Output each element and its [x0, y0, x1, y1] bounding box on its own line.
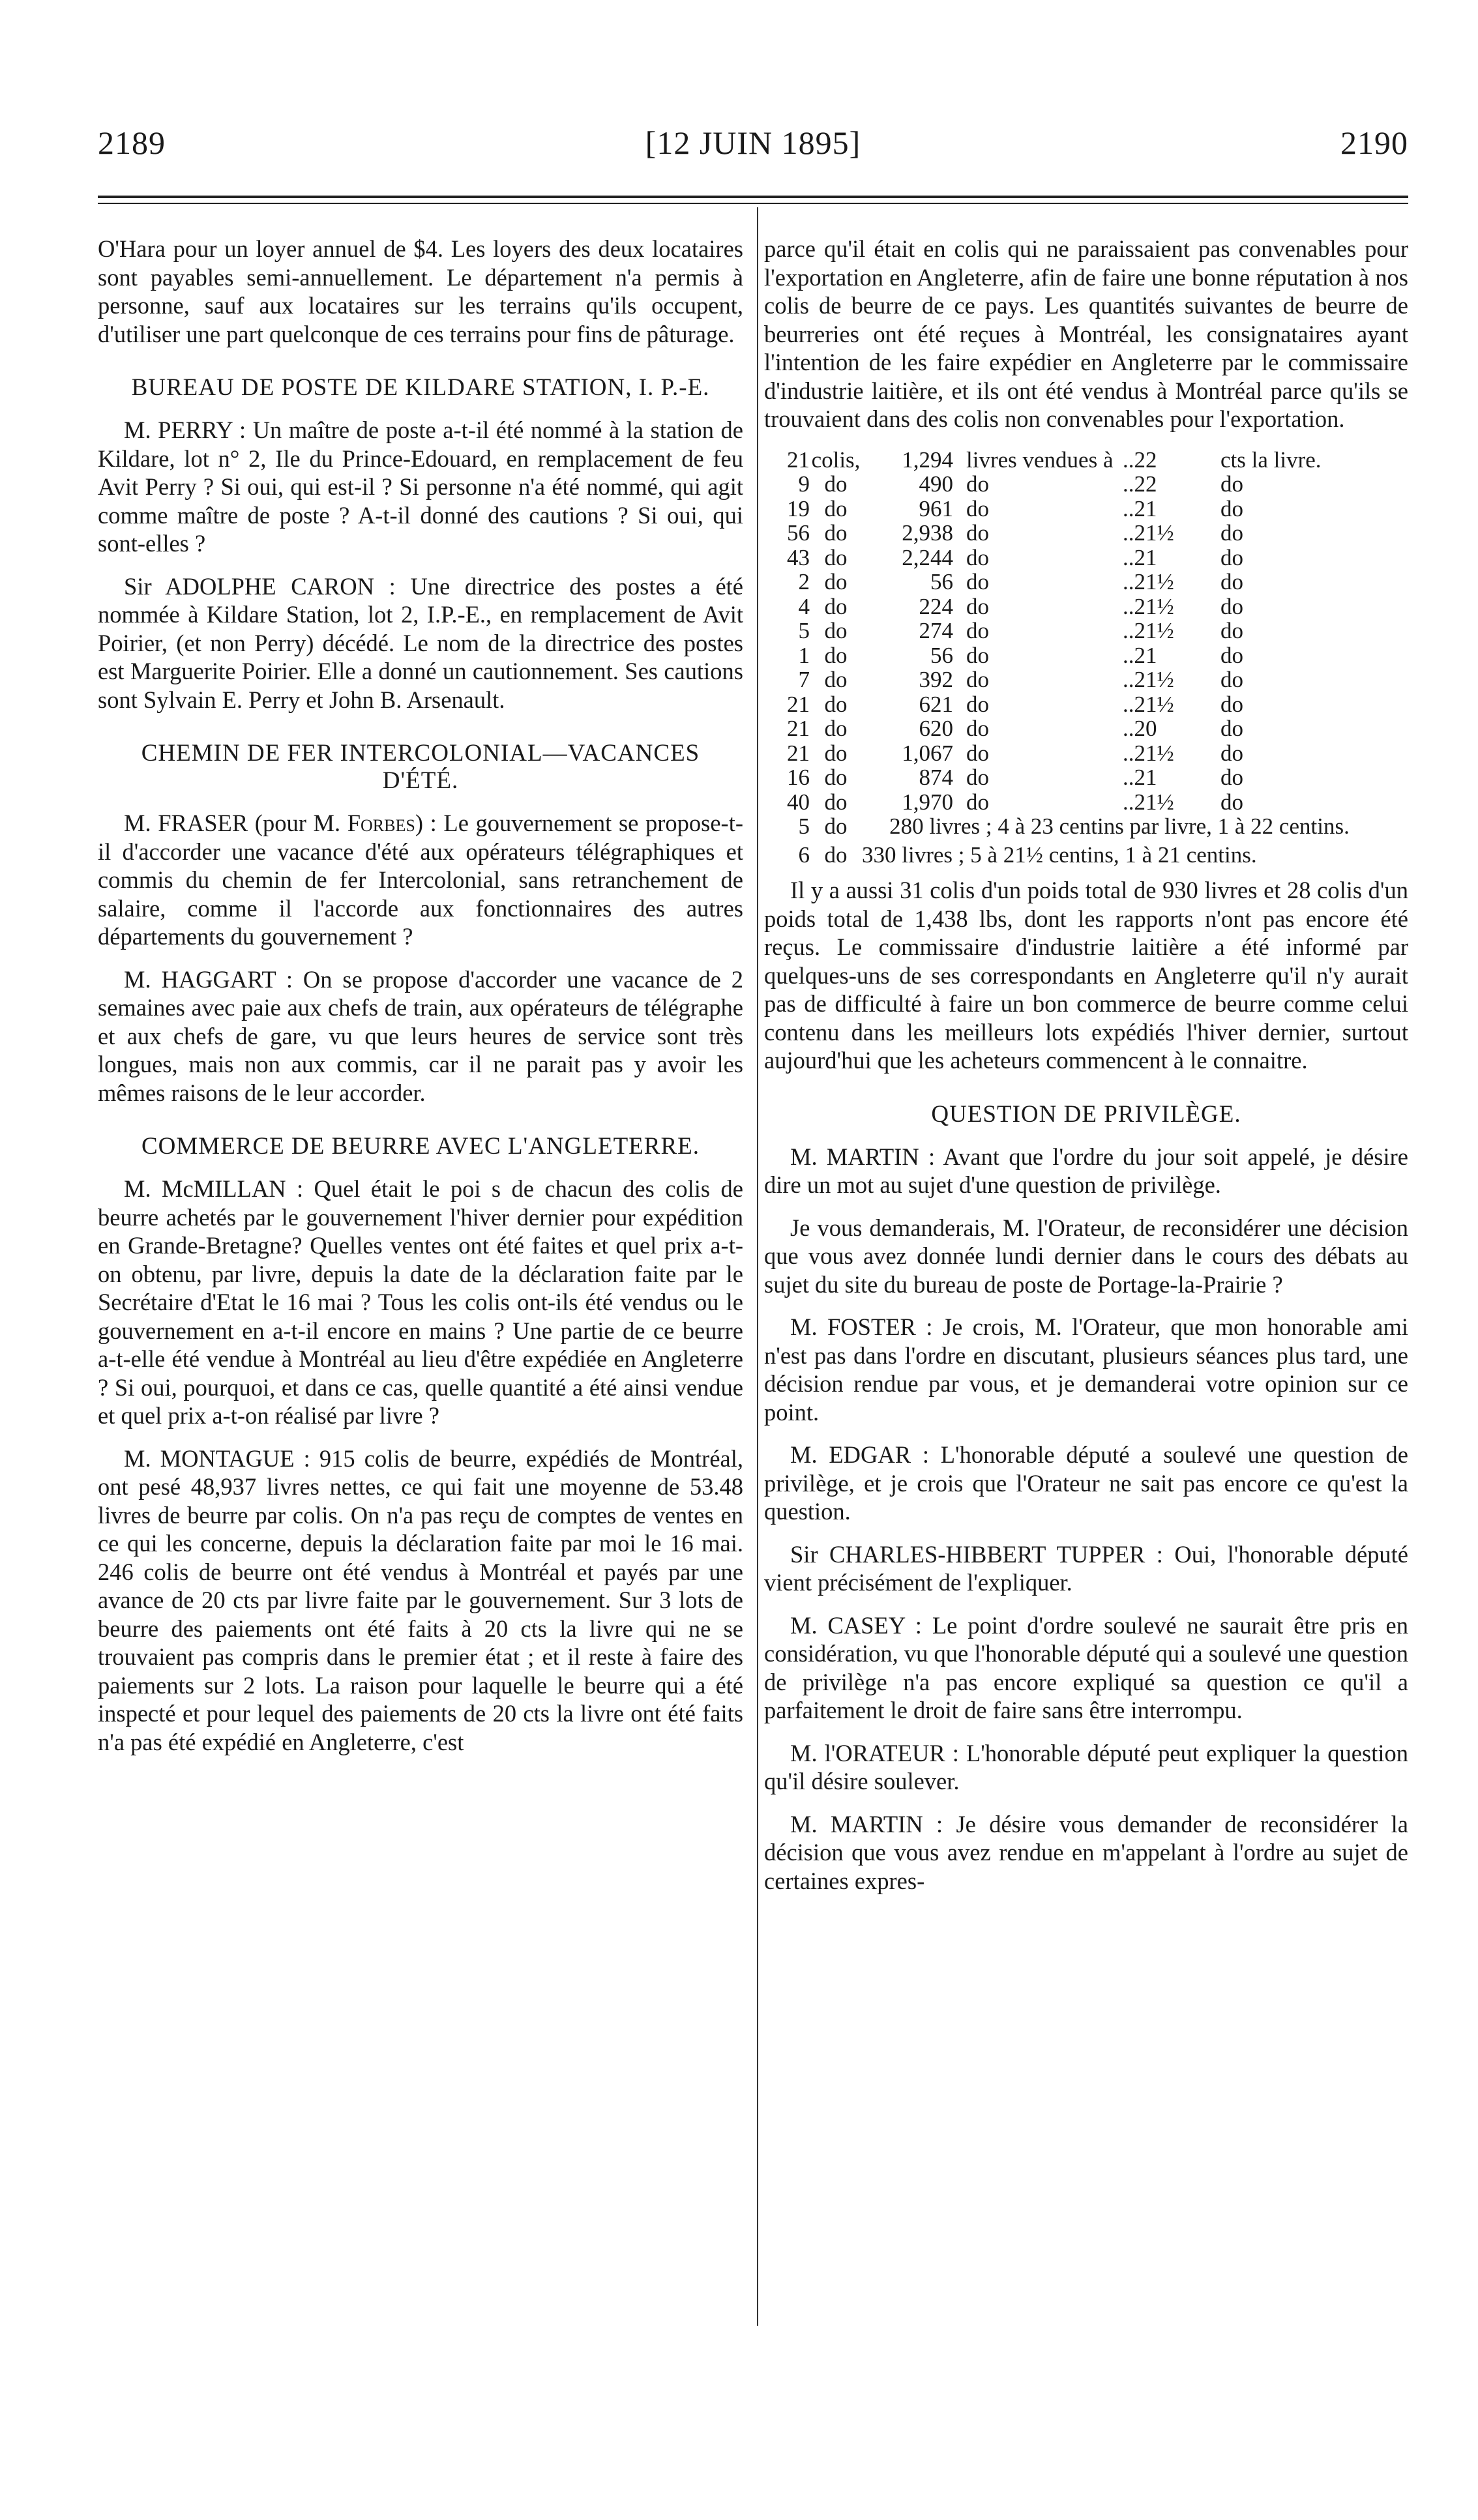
- paragraph: O'Hara pour un loyer annuel de $4. Les loyers des deux locataires sont payables semi-annuellement. Le département n'a permis à personne, sauf aux locataires sur les terrains qu'ils occupent, d'utiliser une part quelconque de ces terrains pour fins de pâturage.: [98, 235, 743, 347]
- paragraph-caron: Sir ADOLPHE CARON : Une directrice des postes a été nommée à Kildare Station, lot 2, I.P.-E., en remplacement de Avit Poirier, (et non Perry) décédé. Le nom de la directrice des postes est Marguerite Poirier. Elle a donné un cautionnement. Ses cautions sont Sylvain E. Perry et John B. Arsenault.: [98, 572, 743, 713]
- paragraph-fraser: [98, 809, 743, 951]
- paragraph-martin: M. MARTIN : Avant que l'ordre du jour soit appelé, je désire dire un mot au sujet d'une question de privilège.: [764, 1143, 1408, 1198]
- table-row: 5 do 274 do ..21½ do: [798, 618, 1243, 643]
- butter-sales-table: [777, 448, 1397, 868]
- table-row: 1 do 56 do ..21 do: [798, 642, 1243, 668]
- table-row: 4 do 224 do ..21½ do: [798, 593, 1243, 619]
- question-fraser: ) : Le gouvernement se propose-t-il d'accorder une vacance d'été aux opérateurs télégraphiques et commis du chemin de fer Intercolonial, sans retranchement de salaire, comme il l'accorde aux fonctionnaires des autres départements du gouvernement ?: [98, 810, 743, 950]
- table-row: 2 do 56 do ..21½ do: [798, 569, 1243, 594]
- paragraph-continued: parce qu'il était en colis qui ne paraissaient pas convenables pour l'exportation en Angleterre, afin de faire une bonne réputation à nos colis de beurre de ce pays. Les quantités suivantes de beurre de beurreries ont été reçues à Montréal, les consignataires ayant l'intention de les faire expédier en Angleterre par le commissaire d'industrie laitière, et ils ont été vendus à Montréal parce qu'ils se trouvaient dans des colis non convenables pour l'exportation.: [764, 235, 1408, 432]
- page-number-left: 2189: [98, 125, 166, 161]
- table-row: 6 do 330 livres ; 5 à 21½ centins, 1 à 21 centins.: [798, 842, 1257, 868]
- column-divider: [757, 207, 758, 2326]
- paragraph-perry: M. PERRY : Un maître de poste a-t-il été nommé à la station de Kildare, lot n° 2, Ile du Prince-Edouard, en remplacement de feu Avit Perry ? Si oui, qui est-il ? Si personne n'a été nommé, qui agit comme maître de poste ? A-t-il donné des cautions ? Si oui, qui sont-elles ?: [98, 417, 743, 557]
- paragraph-haggart: M. HAGGART : On se propose d'accorder une vacance de 2 semaines avec paie aux chefs de train, aux opérateurs de télégraphe et aux chefs de gare, vu que leurs heures de service sont très longues, mais non aux commis, car il ne parait pas y avoir les mêmes raisons de le leur accorder.: [98, 965, 743, 1106]
- table-row: 21 colis, 1,294 livres vendues à ..22 cts la livre.: [787, 447, 1322, 473]
- page-date: [12 JUIN 1895]: [645, 125, 861, 161]
- paragraph-tupper: Sir CHARLES-HIBBERT TUPPER : Oui, l'honorable député vient précisément de l'expliquer.: [764, 1540, 1408, 1596]
- page-number-right: 2190: [1340, 125, 1408, 161]
- paragraph-orateur: M. l'ORATEUR : L'honorable député peut expliquer la question qu'il désire soulever.: [764, 1739, 1408, 1795]
- table-row: 19 do 961 do ..21 do: [787, 495, 1243, 521]
- table-row: 40 do 1,970 do ..21½ do: [787, 789, 1243, 815]
- table-row: 21 do 1,067 do ..21½ do: [787, 740, 1243, 766]
- table-row: 56 do 2,938 do ..21½ do: [787, 520, 1243, 546]
- paragraph-martin-3: M. MARTIN : Je désire vous demander de reconsidérer la décision que vous avez rendue en m'appelant à l'ordre au sujet de certaines expres-: [764, 1810, 1408, 1894]
- paragraph-remaining-colis: Il y a aussi 31 colis d'un poids total de 930 livres et 28 colis d'un poids total de 1,438 lbs, dont les rapports n'ont pas encore été reçus. Le commissaire d'industrie laitière a été informé par quelques-uns de ses correspondants en Angleterre qu'il n'y aurait pas de difficulté à faire un bon commerce de beurre comme celui contenu dans les meilleurs lots expédiés l'hiver dernier, surtout aujourd'hui que les acheteurs commencent à le connaitre.: [764, 877, 1408, 1074]
- speaker-forbes: Forbes: [347, 810, 415, 836]
- paragraph-edgar: M. EDGAR : L'honorable député a soulevé une question de privilège, et je crois que l'Orateur ne sait pas encore ce qu'est la question.: [764, 1441, 1408, 1525]
- section-heading-privilege: QUESTION DE PRIVILÈGE.: [931, 1100, 1241, 1128]
- section-heading-butter: COMMERCE DE BEURRE AVEC L'ANGLETERRE.: [141, 1133, 700, 1160]
- paragraph-montague: M. MONTAGUE : 915 colis de beurre, expédiés de Montréal, ont pesé 48,937 livres nettes, ce qui fait une moyenne de 53.48 livres de beurre par colis. On n'a pas reçu de comptes de ventes en ce qui les concerne, depuis la déclaration faite par moi le 16 mai. 246 colis de beurre ont été vendus à Montréal et payés par une avance de 20 cts par livre faite par le gouvernement. Sur 3 lots de beurre des paiements ont été faits à 20 cts la livre qui ne se trouvaient pas compris dans le premier état ; et il reste à faire des paiements sur 2 lots. La raison pour laquelle le beurre qui a été inspecté et pour lequel des paiements de 20 cts la livre ont été faits n'a pas été expédié en Angleterre, c'est: [98, 1444, 743, 1755]
- table-row: 5 do 280 livres ; 4 à 23 centins par livre, 1 à 22 centins.: [798, 813, 1350, 839]
- header-rule-thin: [98, 203, 1408, 204]
- paragraph-foster: M. FOSTER : Je crois, M. l'Orateur, que mon honorable ami n'est pas dans l'ordre en discutant, plusieurs séances plus tard, une décision rendue par vous, et je demanderai votre opinion sur ce point.: [764, 1313, 1408, 1426]
- table-row: 21 do 620 do ..20 do: [787, 716, 1243, 741]
- table-row: 21 do 621 do ..21½ do: [787, 691, 1243, 717]
- table-row: 16 do 874 do ..21 do: [787, 765, 1243, 790]
- paragraph-casey: M. CASEY : Le point d'ordre soulevé ne saurait être pris en considération, vu que l'honorable député qui a soulevé une question de privilège n'a pas encore expliqué sa question ce qu'il a parfaitement le droit de faire sans être interrompu.: [764, 1611, 1408, 1723]
- section-heading-intercolonial: CHEMIN DE FER INTERCOLONIAL—VACANCES D'ÉTÉ.: [141, 740, 700, 794]
- table-row: 7 do 392 do ..21½ do: [798, 667, 1243, 692]
- speaker-fraser: M. FRASER (pour M.: [124, 810, 347, 836]
- paragraph-martin-2: Je vous demanderais, M. l'Orateur, de reconsidérer une décision que vous avez donnée lundi dernier dans le cours des débats au sujet du site du bureau de poste de Portage-la-Prairie ?: [764, 1214, 1408, 1298]
- header-rule: [98, 196, 1408, 198]
- table-row: 43 do 2,244 do ..21 do: [787, 544, 1243, 570]
- section-heading-kildare: BUREAU DE POSTE DE KILDARE STATION, I. P.-E.: [131, 374, 710, 401]
- left-column: [98, 235, 743, 1770]
- paragraph-mcmillan: M. McMILLAN : Quel était le poi s de chacun des colis de beurre achetés par le gouvernement l'hiver dernier pour expédition en Grande-Bretagne? Quelles ventes ont été faites et quel prix a-t-on obtenu, par livre, depuis la date de la déclaration faite par le Secrétaire d'Etat le 16 mai ? Tous les colis ont-ils été vendus ou le gouvernement en a-t-il encore en mains ? Une partie de ce beurre a-t-elle été vendue à Montréal au lieu d'être expédiée en Angleterre ? Si oui, pourquoi, et dans ce cas, quelle quantité a été ainsi vendue et quel prix a-t-on réalisé par livre ?: [98, 1175, 743, 1429]
- right-column: [764, 235, 1408, 1909]
- table-row: 9 do 490 do ..22 do: [798, 471, 1243, 497]
